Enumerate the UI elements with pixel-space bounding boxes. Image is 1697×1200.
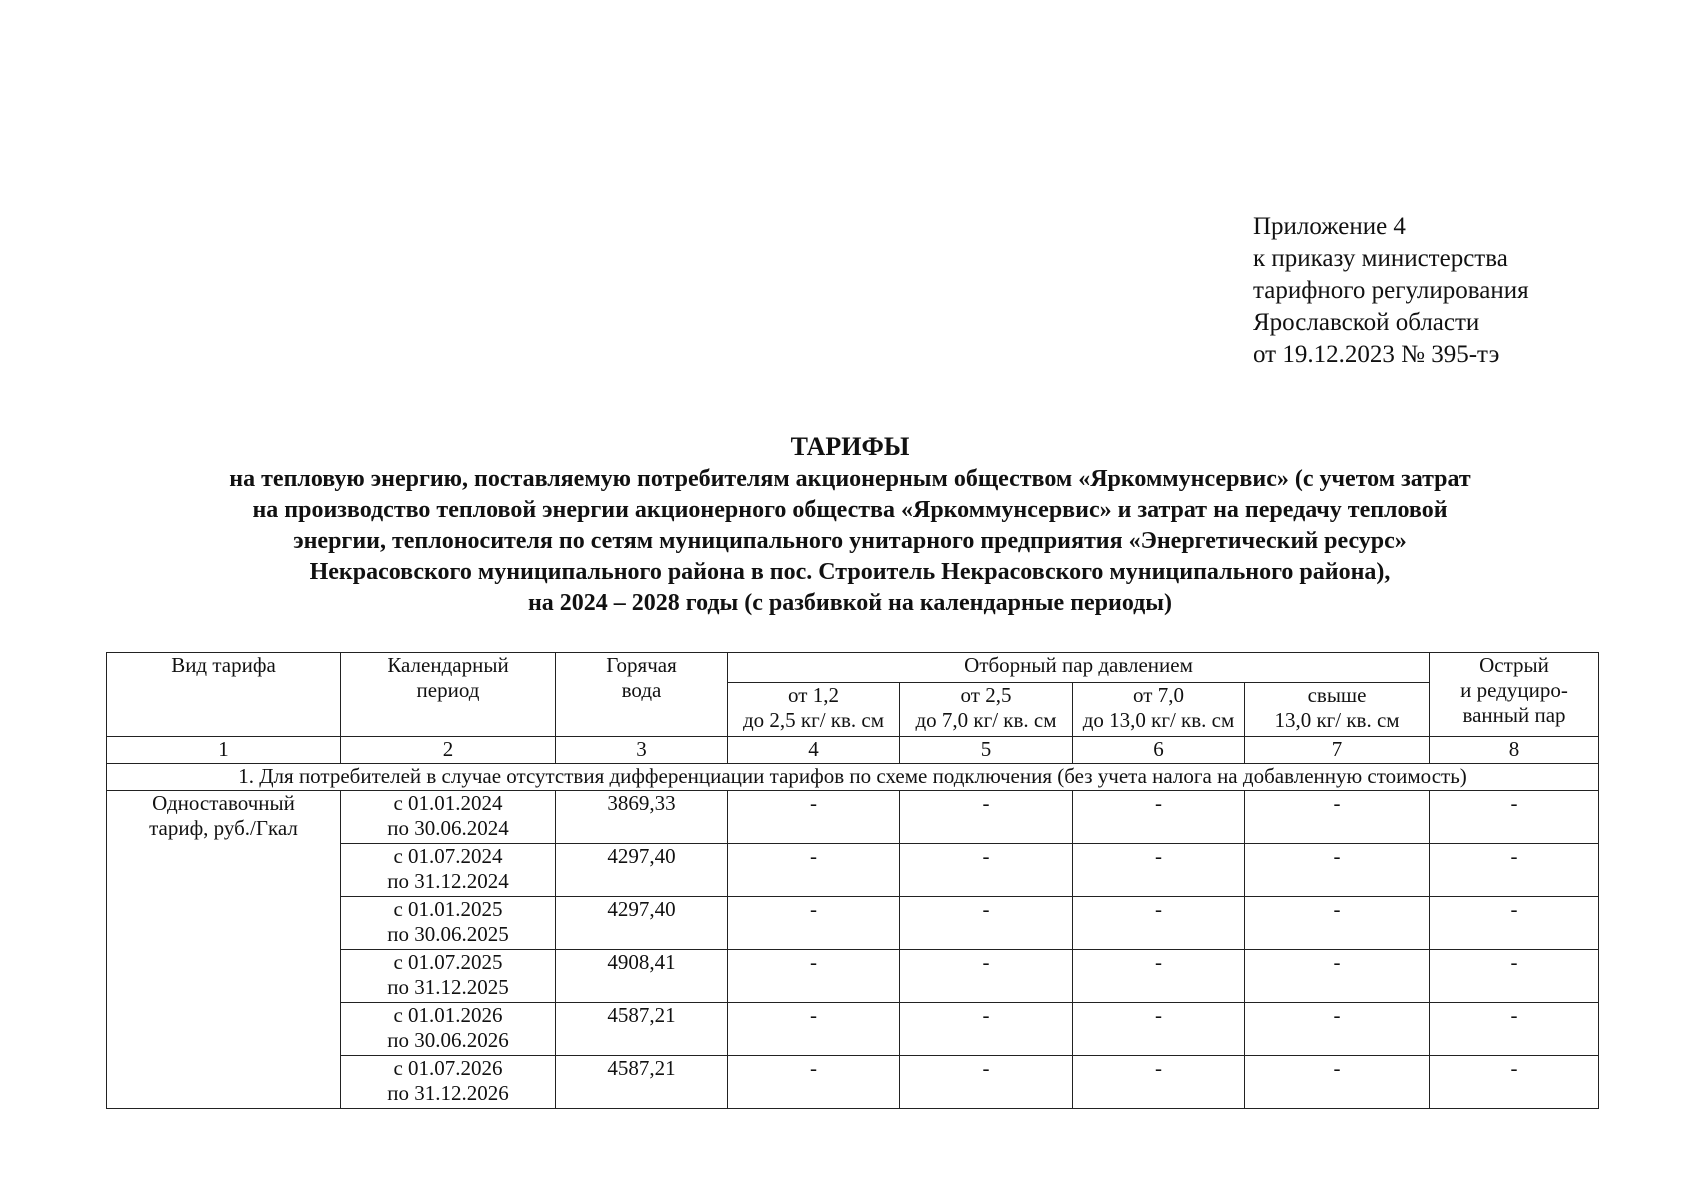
section-title: 1. Для потребителей в случае отсутствия дифференциации тарифов по схеме подключения (без учета налога на добавленную стоимость) — [107, 764, 1599, 791]
title-subtitle — [100, 464, 1600, 619]
hot-water-value: 4587,21 — [556, 1003, 728, 1056]
steam-value: - — [1245, 897, 1430, 950]
title-line: Некрасовского муниципального района в пос. Строитель Некрасовского муниципального района), — [309, 559, 1391, 585]
header-sharp-steam — [1430, 653, 1599, 737]
header-steam-line: до 2,5 кг/ кв. см — [742, 708, 885, 732]
header-steam-2-5-7 — [900, 683, 1073, 737]
header-sharp-steam-line: ванный пар — [1462, 703, 1566, 727]
steam-value: - — [1073, 897, 1245, 950]
steam-value: - — [900, 1003, 1073, 1056]
header-period — [341, 653, 556, 737]
hot-water-value: 4908,41 — [556, 950, 728, 1003]
title-line: на производство тепловой энергии акционерного общества «Яркоммунсервис» и затрат на передачу тепловой — [252, 497, 1448, 523]
title-line: на 2024 – 2028 годы (с разбивкой на календарные периоды) — [527, 590, 1173, 616]
period-cell — [341, 1056, 556, 1109]
header-steam-line: до 7,0 кг/ кв. см — [915, 708, 1057, 732]
header-sharp-steam-line: Острый — [1479, 653, 1549, 677]
period-from: с 01.07.2025 — [393, 950, 503, 974]
document-title — [100, 432, 1600, 619]
steam-value: - — [1245, 791, 1430, 844]
title-line: на тепловую энергию, поставляемую потребителям акционерным обществом «Яркоммунсервис» (с учетом затрат — [229, 466, 1471, 492]
header-period-line: Календарный — [387, 653, 509, 677]
header-steam-line: от 1,2 — [788, 683, 839, 707]
column-number: 7 — [1245, 737, 1430, 764]
sharp-steam-value: - — [1430, 1056, 1599, 1109]
sharp-steam-value: - — [1430, 1003, 1599, 1056]
period-to: по 30.06.2025 — [387, 922, 509, 946]
header-steam-line: от 2,5 — [960, 683, 1012, 707]
steam-value: - — [728, 897, 900, 950]
appendix-line: Приложение 4 — [1253, 213, 1406, 240]
header-steam-line: 13,0 кг/ кв. см — [1274, 708, 1400, 732]
steam-value: - — [728, 1003, 900, 1056]
appendix-note — [1253, 211, 1529, 371]
steam-value: - — [728, 1056, 900, 1109]
header-hot-water-line: вода — [621, 678, 662, 702]
steam-value: - — [900, 791, 1073, 844]
period-cell — [341, 844, 556, 897]
sharp-steam-value: - — [1430, 950, 1599, 1003]
header-steam-over-13 — [1245, 683, 1430, 737]
column-number: 4 — [728, 737, 900, 764]
header-steam-line: свыше — [1307, 683, 1367, 707]
steam-value: - — [1073, 950, 1245, 1003]
header-sharp-steam-line: и редуциро- — [1460, 678, 1568, 702]
steam-value: - — [1073, 844, 1245, 897]
steam-value: - — [900, 897, 1073, 950]
table-row — [107, 791, 1599, 844]
period-from: с 01.07.2026 — [393, 1056, 503, 1080]
steam-value: - — [728, 844, 900, 897]
sharp-steam-value: - — [1430, 844, 1599, 897]
period-cell — [341, 897, 556, 950]
appendix-line: Ярославской области — [1253, 309, 1480, 336]
steam-value: - — [900, 1056, 1073, 1109]
steam-value: - — [728, 950, 900, 1003]
tariffs-table — [106, 652, 1599, 1109]
hot-water-value: 4297,40 — [556, 844, 728, 897]
period-to: по 31.12.2025 — [387, 975, 509, 999]
period-cell — [341, 791, 556, 844]
header-steam-line: до 13,0 кг/ кв. см — [1082, 708, 1235, 732]
header-steam-1-2-5 — [728, 683, 900, 737]
period-to: по 31.12.2024 — [387, 869, 509, 893]
tariff-type-cell — [107, 791, 341, 1109]
header-tariff-type: Вид тарифа — [107, 653, 341, 737]
period-from: с 01.01.2026 — [393, 1003, 503, 1027]
column-number: 6 — [1073, 737, 1245, 764]
period-to: по 31.12.2026 — [387, 1081, 509, 1105]
period-from: с 01.01.2025 — [393, 897, 503, 921]
steam-value: - — [1073, 1003, 1245, 1056]
steam-value: - — [1245, 950, 1430, 1003]
title-line: энергии, теплоносителя по сетям муниципального унитарного предприятия «Энергетический ресурс» — [293, 528, 1407, 554]
period-cell — [341, 1003, 556, 1056]
steam-value: - — [900, 950, 1073, 1003]
sharp-steam-value: - — [1430, 897, 1599, 950]
appendix-line: тарифного регулирования — [1253, 277, 1529, 304]
column-numbers-row — [107, 737, 1599, 764]
sharp-steam-value: - — [1430, 791, 1599, 844]
appendix-line: к приказу министерства — [1253, 245, 1508, 272]
period-to: по 30.06.2026 — [387, 1028, 509, 1052]
period-from: с 01.01.2024 — [393, 791, 503, 815]
steam-value: - — [728, 791, 900, 844]
column-number: 3 — [556, 737, 728, 764]
header-steam-line: от 7,0 — [1133, 683, 1184, 707]
column-number: 1 — [107, 737, 341, 764]
steam-value: - — [900, 844, 1073, 897]
header-steam-7-13 — [1073, 683, 1245, 737]
column-number: 2 — [341, 737, 556, 764]
appendix-line: от 19.12.2023 № 395-тэ — [1253, 341, 1500, 368]
column-number: 8 — [1430, 737, 1599, 764]
steam-value: - — [1245, 1003, 1430, 1056]
header-steam-group: Отборный пар давлением — [728, 653, 1430, 683]
period-from: с 01.07.2024 — [393, 844, 503, 868]
title-main: ТАРИФЫ — [790, 432, 910, 461]
period-cell — [341, 950, 556, 1003]
section-row — [107, 764, 1599, 791]
header-period-line: период — [416, 678, 480, 702]
header-hot-water-line: Горячая — [606, 653, 677, 677]
steam-value: - — [1073, 1056, 1245, 1109]
steam-value: - — [1245, 844, 1430, 897]
header-hot-water — [556, 653, 728, 737]
period-to: по 30.06.2024 — [387, 816, 509, 840]
tariff-label-line: Одноставочный — [152, 791, 295, 815]
tariff-label-line: тариф, руб./Гкал — [149, 816, 298, 840]
hot-water-value: 4297,40 — [556, 897, 728, 950]
column-number: 5 — [900, 737, 1073, 764]
steam-value: - — [1073, 791, 1245, 844]
steam-value: - — [1245, 1056, 1430, 1109]
hot-water-value: 3869,33 — [556, 791, 728, 844]
hot-water-value: 4587,21 — [556, 1056, 728, 1109]
